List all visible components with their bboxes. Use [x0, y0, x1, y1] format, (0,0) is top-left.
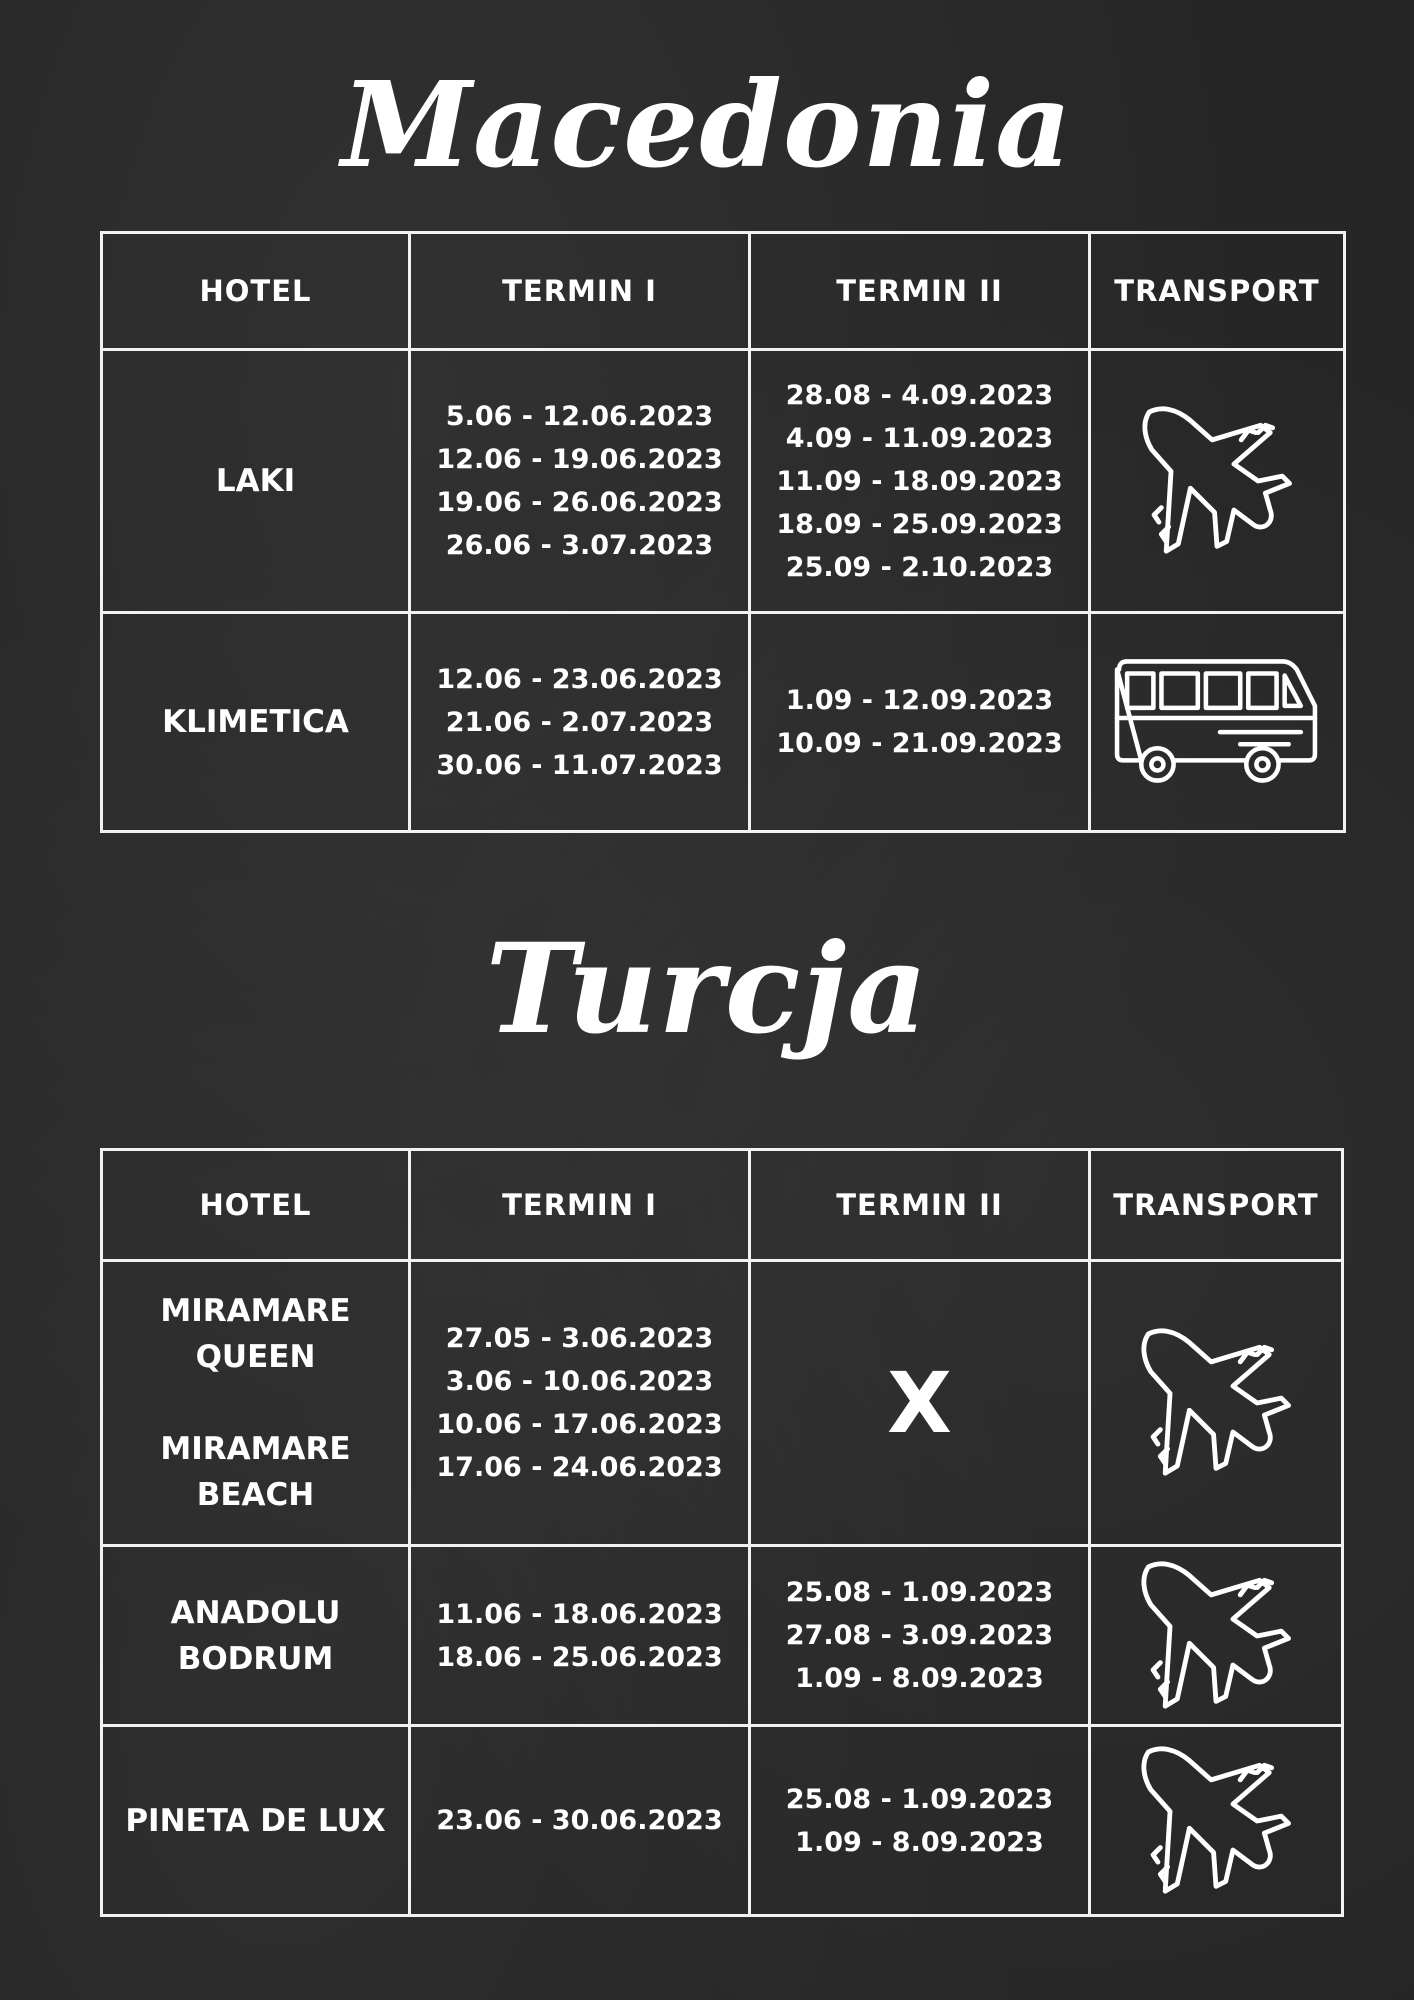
- table-header-row: [102, 233, 1345, 350]
- airplane-icon: [1141, 1746, 1291, 1896]
- schedule-table-turcja: [100, 1148, 1344, 1917]
- date-range: 18.09 - 25.09.2023: [776, 508, 1063, 540]
- date-range: 18.06 - 25.06.2023: [436, 1641, 723, 1673]
- date-range: 11.09 - 18.09.2023: [776, 465, 1063, 497]
- date-range: 26.06 - 3.07.2023: [445, 530, 714, 561]
- date-range: 5.06 - 12.06.2023: [445, 401, 714, 432]
- no-date-mark: X: [887, 1354, 952, 1452]
- date-range: 1.09 - 12.09.2023: [785, 685, 1054, 716]
- hotel-name: BEACH: [196, 1477, 315, 1513]
- date-range: 1.09 - 8.09.2023: [795, 1663, 1044, 1694]
- date-range: 12.06 - 23.06.2023: [436, 663, 723, 695]
- date-range: 10.09 - 21.09.2023: [776, 728, 1063, 759]
- termin-1-cell: [410, 1726, 750, 1916]
- termin-1-cell: [410, 613, 750, 832]
- hotel-name: KLIMETICA: [162, 704, 349, 740]
- termin-2-cell: [750, 350, 1090, 613]
- schedule-table-macedonia: [100, 231, 1346, 833]
- airplane-icon: [1141, 1328, 1291, 1478]
- transport-cell: [1090, 350, 1345, 613]
- hotel-name-cell: [102, 613, 410, 832]
- hotel-name-cell: [102, 1546, 410, 1726]
- hotel-name: LAKI: [215, 463, 296, 499]
- date-range: 25.09 - 2.10.2023: [785, 551, 1054, 583]
- hotel-name: ANADOLU: [170, 1594, 341, 1631]
- termin-2-cell: [750, 1261, 1090, 1546]
- date-range: 12.06 - 19.06.2023: [436, 444, 723, 475]
- termin-2-cell: [750, 613, 1090, 832]
- date-range: 25.08 - 1.09.2023: [785, 1577, 1054, 1608]
- transport-cell: [1090, 1546, 1343, 1726]
- date-range: 1.09 - 8.09.2023: [795, 1826, 1044, 1858]
- hotel-name: QUEEN: [195, 1339, 316, 1375]
- bus-icon: [1113, 658, 1321, 786]
- date-range: 3.06 - 10.06.2023: [445, 1366, 714, 1397]
- table-row: [102, 1726, 1343, 1916]
- section-title-turcja: Turcja: [485, 917, 929, 1062]
- header-transport: TRANSPORT: [1090, 1150, 1343, 1261]
- date-range: 19.06 - 26.06.2023: [436, 487, 723, 518]
- date-range: 21.06 - 2.07.2023: [445, 706, 714, 738]
- transport-cell: [1090, 1726, 1343, 1916]
- header-termin-2: TERMIN II: [750, 233, 1090, 350]
- header-termin-2: TERMIN II: [750, 1150, 1090, 1261]
- header-hotel: HOTEL: [102, 233, 410, 350]
- date-range: 4.09 - 11.09.2023: [785, 422, 1054, 454]
- transport-cell: [1090, 613, 1345, 832]
- hotel-name: MIRAMARE: [160, 1431, 351, 1467]
- airplane-icon: [1141, 1561, 1291, 1711]
- hotel-name: MIRAMARE: [160, 1293, 351, 1329]
- table-row: [102, 350, 1345, 613]
- termin-1-cell: [410, 1546, 750, 1726]
- date-range: 27.08 - 3.09.2023: [785, 1620, 1054, 1651]
- table-row: [102, 1261, 1343, 1546]
- date-range: 17.06 - 24.06.2023: [436, 1452, 723, 1483]
- hotel-name-cell: [102, 350, 410, 613]
- header-hotel: HOTEL: [102, 1150, 410, 1261]
- table-header-row: [102, 1150, 1343, 1261]
- termin-1-cell: [410, 350, 750, 613]
- header-termin-1: TERMIN I: [410, 233, 750, 350]
- header-transport: TRANSPORT: [1090, 233, 1345, 350]
- hotel-name-cell: [102, 1261, 410, 1546]
- date-range: 25.08 - 1.09.2023: [785, 1783, 1054, 1815]
- airplane-icon: [1142, 406, 1292, 556]
- hotel-name: PINETA DE LUX: [125, 1802, 386, 1839]
- table-row: [102, 613, 1345, 832]
- date-range: 27.05 - 3.06.2023: [445, 1323, 714, 1354]
- termin-2-cell: [750, 1726, 1090, 1916]
- hotel-name: BODRUM: [177, 1640, 334, 1677]
- section-title-macedonia: Macedonia: [341, 55, 1073, 194]
- table-row: [102, 1546, 1343, 1726]
- termin-1-cell: [410, 1261, 750, 1546]
- date-range: 30.06 - 11.07.2023: [436, 749, 723, 781]
- date-range: 10.06 - 17.06.2023: [436, 1409, 723, 1440]
- date-range: 11.06 - 18.06.2023: [436, 1598, 723, 1630]
- transport-cell: [1090, 1261, 1343, 1546]
- header-termin-1: TERMIN I: [410, 1150, 750, 1261]
- hotel-name-cell: [102, 1726, 410, 1916]
- date-range: 28.08 - 4.09.2023: [785, 379, 1054, 411]
- termin-2-cell: [750, 1546, 1090, 1726]
- date-range: 23.06 - 30.06.2023: [436, 1805, 723, 1836]
